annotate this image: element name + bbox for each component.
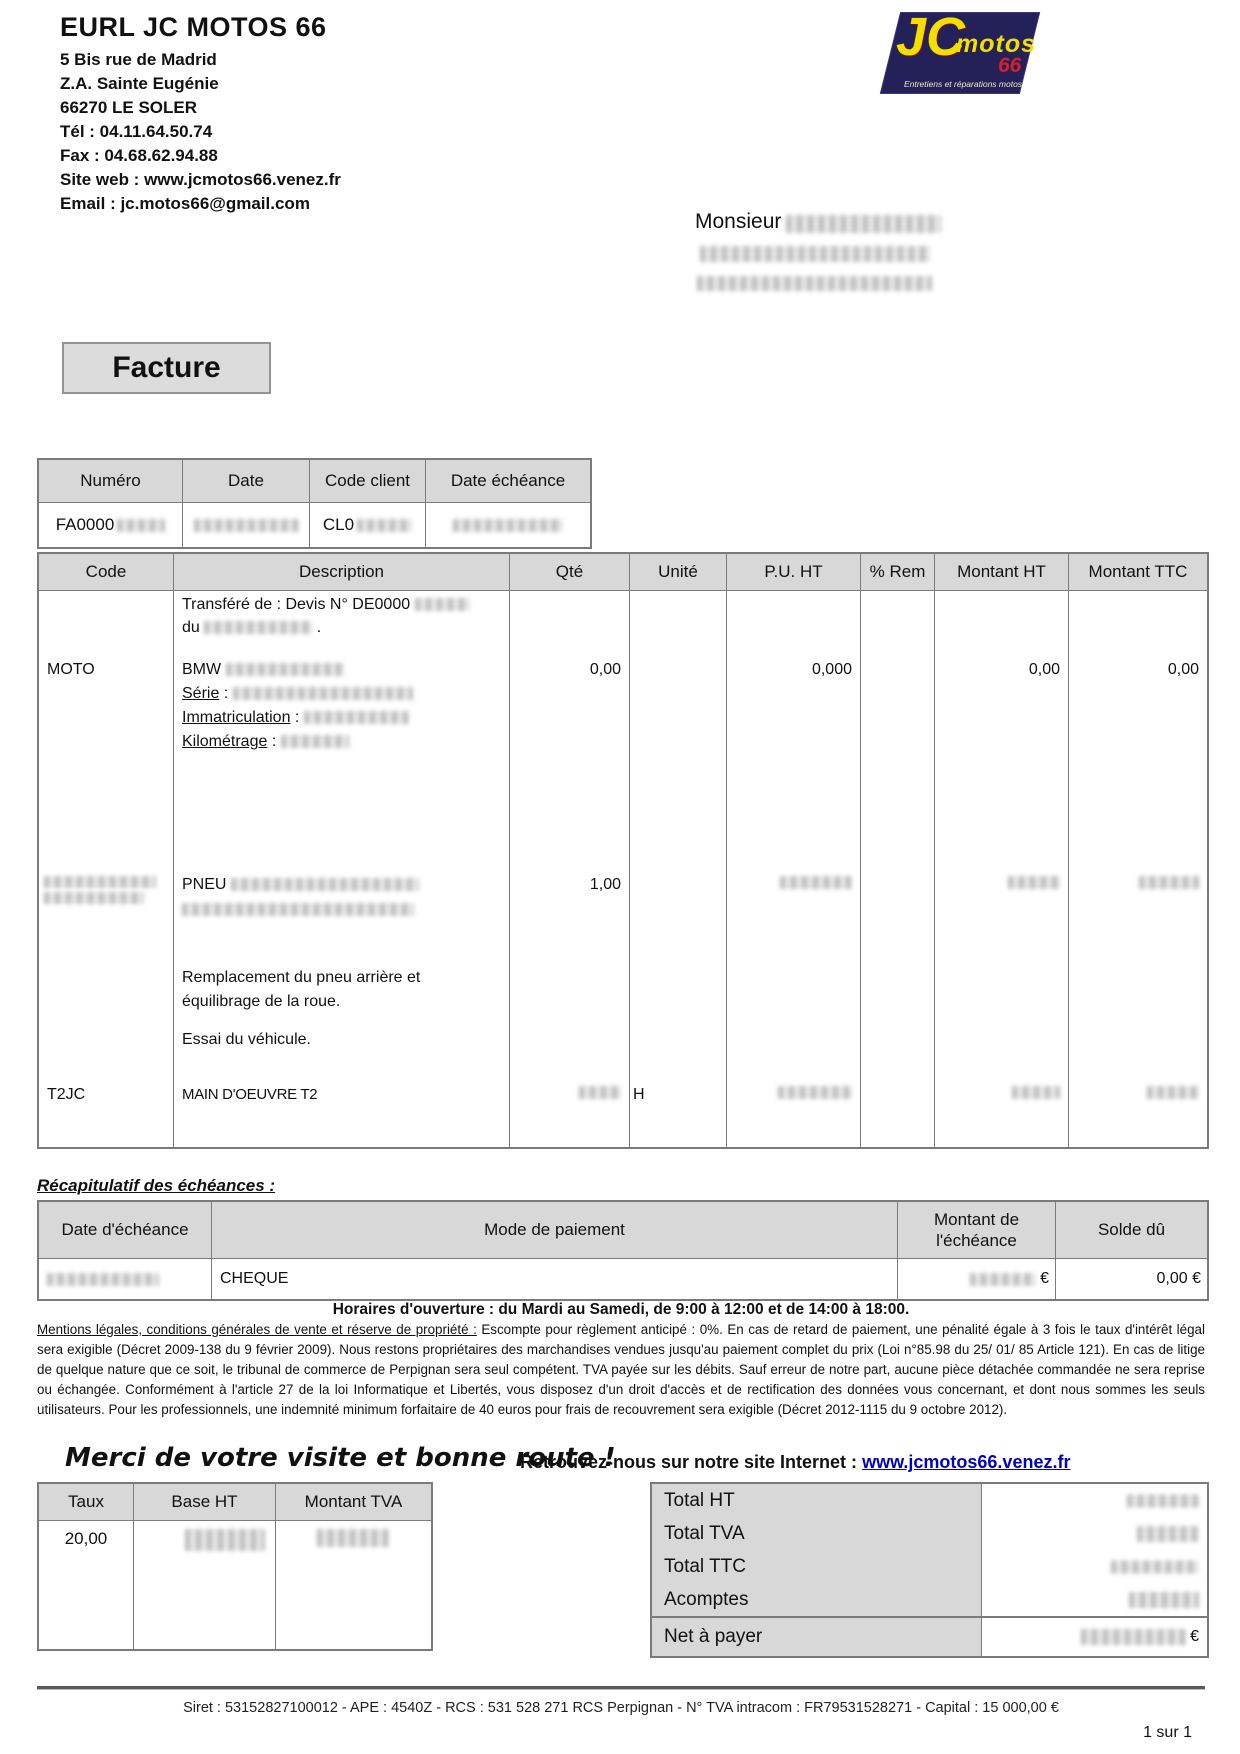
immatriculation-label: Immatriculation <box>182 709 291 726</box>
header-montant-echeance <box>897 1202 1055 1258</box>
redacted-net-a-payer <box>1081 1629 1186 1645</box>
tva-table <box>37 1482 433 1651</box>
moto-immatriculation-line <box>182 709 409 727</box>
acomptes-label: Acomptes <box>652 1583 982 1616</box>
recipient-block <box>695 210 941 234</box>
tva-body-row <box>39 1521 431 1649</box>
col-qte <box>509 591 629 1147</box>
currency-symbol: € <box>1040 1270 1049 1287</box>
header-solde-du: Solde dû <box>1055 1202 1207 1258</box>
redacted-client-code <box>357 519 412 532</box>
redacted-kilometrage-value <box>281 735 349 748</box>
page-indicator: 1 sur 1 <box>1143 1724 1192 1741</box>
total-ht-value <box>1127 1494 1199 1507</box>
company-logo <box>882 7 1036 94</box>
redacted-labor-montant-ttc <box>1147 1086 1199 1099</box>
pneu-description-line1 <box>182 876 419 894</box>
header-code-client: Code client <box>309 460 425 502</box>
redacted-pneu-montant-ht <box>1008 876 1060 889</box>
header-code: Code <box>85 562 127 581</box>
total-ttc-value <box>1111 1560 1199 1573</box>
due-date-cell <box>425 503 590 547</box>
header-base-ht: Base HT <box>133 1484 275 1520</box>
redacted-total-ht <box>1127 1494 1199 1507</box>
moto-qte: 0,00 <box>589 661 621 678</box>
company-address-line: Z.A. Sainte Eugénie <box>60 74 219 93</box>
moto-montant-ttc: 0,00 <box>1167 661 1199 678</box>
col-rem <box>860 591 934 1147</box>
moto-pu-ht: 0,000 <box>811 661 852 678</box>
redacted-devis-date <box>204 621 312 634</box>
thanks-message: Merci de votre visite et bonne route ! <box>65 1443 616 1473</box>
redacted-item-code-pneu <box>44 876 156 888</box>
moto-montant-ht: 0,00 <box>1028 661 1060 678</box>
echeance-date-cell <box>39 1259 211 1299</box>
moto-serie-line <box>182 685 413 703</box>
item-code-labor: T2JC <box>47 1086 86 1103</box>
invoice-info-table <box>37 458 592 549</box>
company-fax: Fax : 04.68.62.94.88 <box>60 146 218 165</box>
company-website: Site web : www.jcmotos66.venez.fr <box>60 170 341 189</box>
items-header-row <box>39 554 1207 591</box>
redacted-invoice-number <box>117 519 165 532</box>
invoice-info-value-row <box>39 503 590 547</box>
col-code <box>39 591 173 1147</box>
website-callout <box>520 1452 1070 1473</box>
total-tva-label: Total TVA <box>652 1517 982 1550</box>
net-a-payer-value <box>1081 1628 1199 1646</box>
redacted-pneu-montant-ttc <box>1139 876 1199 889</box>
net-a-payer-value-cell <box>982 1618 1207 1656</box>
total-ht-label: Total HT <box>652 1484 982 1517</box>
header-numero: Numéro <box>80 471 141 490</box>
net-a-payer-label: Net à payer <box>652 1618 982 1656</box>
logo-66-text: 66 <box>998 54 1022 77</box>
header-date-echeance: Date échéance <box>425 460 590 502</box>
pneu-qte: 1,00 <box>589 876 621 893</box>
legal-mentions <box>37 1320 1205 1420</box>
col-pu-ht <box>726 591 860 1147</box>
echeance-montant-cell <box>897 1259 1055 1299</box>
acomptes-value-cell <box>982 1583 1207 1616</box>
redacted-recipient-city <box>697 276 932 291</box>
website-lead-text: Retrouvez-nous sur notre site Internet : <box>520 1452 858 1472</box>
recipient-salutation: Monsieur <box>695 210 782 233</box>
redacted-due-date <box>453 519 563 532</box>
header-mode-paiement: Mode de paiement <box>211 1202 897 1258</box>
serie-label: Série <box>182 685 220 702</box>
acomptes-row <box>652 1583 1207 1616</box>
currency-symbol: € <box>1190 1628 1199 1645</box>
header-rem: % Rem <box>860 554 934 590</box>
legal-mentions-body: Escompte pour règlement anticipé : 0%. En cas de retard de paiement, une pénalité égale à 3 fois le taux d'intérêt légal sera exigible (Décret 2009-138 du 9 février 2009). Nous restons propriétaires des marchandises vendues jusqu'au paiement complet du prix (Loi n°85.98 du 25/ 01/ 85 Article 121). En cas de litige de quelque nature que ce soit, le tribunal de commerce de Perpignan sera seul compétent. TVA payée sur les débits. Sauf erreur de notre part, aucune pièce détachée commandée ne sera reprise ou échangée. Conformément à l'article 27 de la loi Informatique et Libertés, vous disposez d'un droit d'accès et de rectification des données vous concernant, et dont nous sommes les seuls utilisateurs. Pour les professionnels, une indemnité minimum forfaitaire de 40 euros pour frais de recouvrement sera exigible (Décret 2012-1115 du 9 octobre 2012). <box>37 1322 1205 1417</box>
document-title-box <box>62 342 271 394</box>
moto-brand-line <box>182 661 344 679</box>
moto-brand: BMW <box>182 661 222 678</box>
footer-divider <box>37 1686 1205 1690</box>
montant-line1: Montant de <box>933 1209 1020 1229</box>
taux-value: 20,00 <box>64 1529 108 1548</box>
redacted-base-ht <box>185 1529 265 1551</box>
redacted-echeance-date <box>47 1273 159 1286</box>
header-montant-ht: Montant HT <box>934 554 1068 590</box>
item-code-moto: MOTO <box>47 661 95 678</box>
labor-description: MAIN D'OEUVRE T2 <box>182 1086 318 1103</box>
invoice-date-cell <box>182 503 309 547</box>
legal-mentions-lead: Mentions légales, conditions générales de vente et réserve de propriété : <box>37 1322 477 1337</box>
base-ht-cell <box>133 1521 275 1649</box>
company-address-line: 5 Bis rue de Madrid <box>60 50 217 69</box>
logo-tagline: Entretiens et réparations motos <box>903 79 1023 89</box>
acomptes-value <box>1129 1592 1199 1608</box>
header-qte: Qté <box>509 554 629 590</box>
redacted-pneu-description-line2 <box>182 903 414 916</box>
invoice-number-prefix: FA0000 <box>55 515 115 534</box>
work-note-line3: Essai du véhicule. <box>182 1031 311 1048</box>
redacted-immatriculation-value <box>304 711 409 724</box>
redacted-serie-value <box>233 687 413 700</box>
total-tva-value <box>1137 1526 1199 1542</box>
labor-unite: H <box>633 1086 645 1103</box>
col-montant-ht <box>934 591 1068 1147</box>
opening-hours: Horaires d'ouverture : du Mardi au Samedi, de 9:00 à 12:00 et de 14:00 à 18:00. <box>332 1301 910 1318</box>
transfer-note-period: . <box>316 619 322 636</box>
redacted-devis-number <box>415 598 470 611</box>
redacted-acomptes <box>1129 1592 1199 1608</box>
col-description <box>173 591 509 1147</box>
total-tva-value-cell <box>982 1517 1207 1550</box>
logo-jc-text: JC <box>896 7 966 67</box>
items-body <box>39 591 1207 1147</box>
total-ht-value-cell <box>982 1484 1207 1517</box>
echeances-header-row <box>39 1202 1207 1259</box>
company-address-line: 66270 LE SOLER <box>60 98 198 117</box>
echeance-mode-cell: CHEQUE <box>211 1259 897 1299</box>
transfer-note-du: du <box>182 619 200 636</box>
total-ttc-label: Total TTC <box>652 1550 982 1583</box>
document-title: Facture <box>112 351 221 384</box>
header-date-echeance: Date d'échéance <box>61 1220 189 1240</box>
redacted-labor-qte <box>579 1086 621 1099</box>
transfer-note-text: Transféré de : Devis N° DE0000 <box>182 596 411 613</box>
echeance-solde-cell: 0,00 € <box>1055 1259 1207 1299</box>
company-phone: Tél : 04.11.64.50.74 <box>60 122 213 141</box>
header-montant-echeance-text <box>934 1209 1019 1252</box>
redacted-echeance-montant <box>970 1273 1036 1286</box>
client-code-prefix: CL0 <box>322 515 355 534</box>
redacted-invoice-date <box>194 519 299 532</box>
redacted-montant-tva <box>317 1529 389 1547</box>
montant-tva-cell <box>275 1521 431 1649</box>
company-name: EURL JC MOTOS 66 <box>60 12 327 42</box>
tva-header-row <box>39 1484 431 1521</box>
col-unite <box>629 591 726 1147</box>
colon: : <box>267 733 277 750</box>
taux-cell <box>39 1521 133 1649</box>
invoice-number-cell <box>39 503 182 547</box>
totals-table <box>650 1482 1209 1658</box>
redacted-total-ttc <box>1111 1560 1199 1573</box>
total-ht-row <box>652 1484 1207 1517</box>
invoice-info-header-row <box>39 460 590 503</box>
net-a-payer-row <box>652 1616 1207 1656</box>
pneu-label: PNEU <box>182 876 227 893</box>
colon: : <box>290 709 300 726</box>
transfer-note-line1 <box>182 596 470 614</box>
redacted-pneu-pu-ht <box>780 876 852 889</box>
total-ttc-value-cell <box>982 1550 1207 1583</box>
header-montant-tva: Montant TVA <box>275 1484 431 1520</box>
redacted-recipient-name <box>786 215 941 233</box>
redacted-recipient-address <box>700 246 930 262</box>
items-table <box>37 552 1209 1149</box>
total-ttc-row <box>652 1550 1207 1583</box>
header-montant-ttc: Montant TTC <box>1068 554 1207 590</box>
echeances-heading: Récapitulatif des échéances : <box>37 1176 276 1195</box>
header-description: Description <box>173 554 509 590</box>
redacted-labor-pu-ht <box>778 1086 852 1099</box>
moto-kilometrage-line <box>182 733 349 751</box>
transfer-note-line2 <box>182 619 321 637</box>
echeances-table <box>37 1200 1209 1301</box>
total-tva-row <box>652 1517 1207 1550</box>
header-taux: Taux <box>68 1492 104 1511</box>
montant-line2: l'échéance <box>936 1231 1017 1250</box>
col-montant-ttc <box>1068 591 1207 1147</box>
header-pu-ht: P.U. HT <box>726 554 860 590</box>
website-link[interactable]: www.jcmotos66.venez.fr <box>862 1452 1071 1472</box>
redacted-total-tva <box>1137 1526 1199 1542</box>
logo-motos-text: motos <box>956 30 1036 58</box>
kilometrage-label: Kilométrage <box>182 733 268 750</box>
redacted-labor-montant-ht <box>1012 1086 1060 1099</box>
company-block <box>60 14 341 219</box>
header-date: Date <box>182 460 309 502</box>
colon: : <box>219 685 229 702</box>
echeances-value-row <box>39 1259 1207 1299</box>
header-unite: Unité <box>629 554 726 590</box>
redacted-item-code-pneu2 <box>44 892 144 904</box>
work-note-line1: Remplacement du pneu arrière et <box>182 969 421 986</box>
work-note-line2: équilibrage de la roue. <box>182 993 341 1010</box>
company-email: Email : jc.motos66@gmail.com <box>60 194 310 213</box>
client-code-cell <box>309 503 425 547</box>
redacted-pneu-reference <box>231 878 419 891</box>
footer-legal-line: Siret : 53152827100012 - APE : 4540Z - RCS : 531 528 271 RCS Perpignan - N° TVA intracom : FR79531528271 - Capital : 15 000,00 € <box>183 1700 1059 1716</box>
redacted-moto-model <box>226 663 344 676</box>
